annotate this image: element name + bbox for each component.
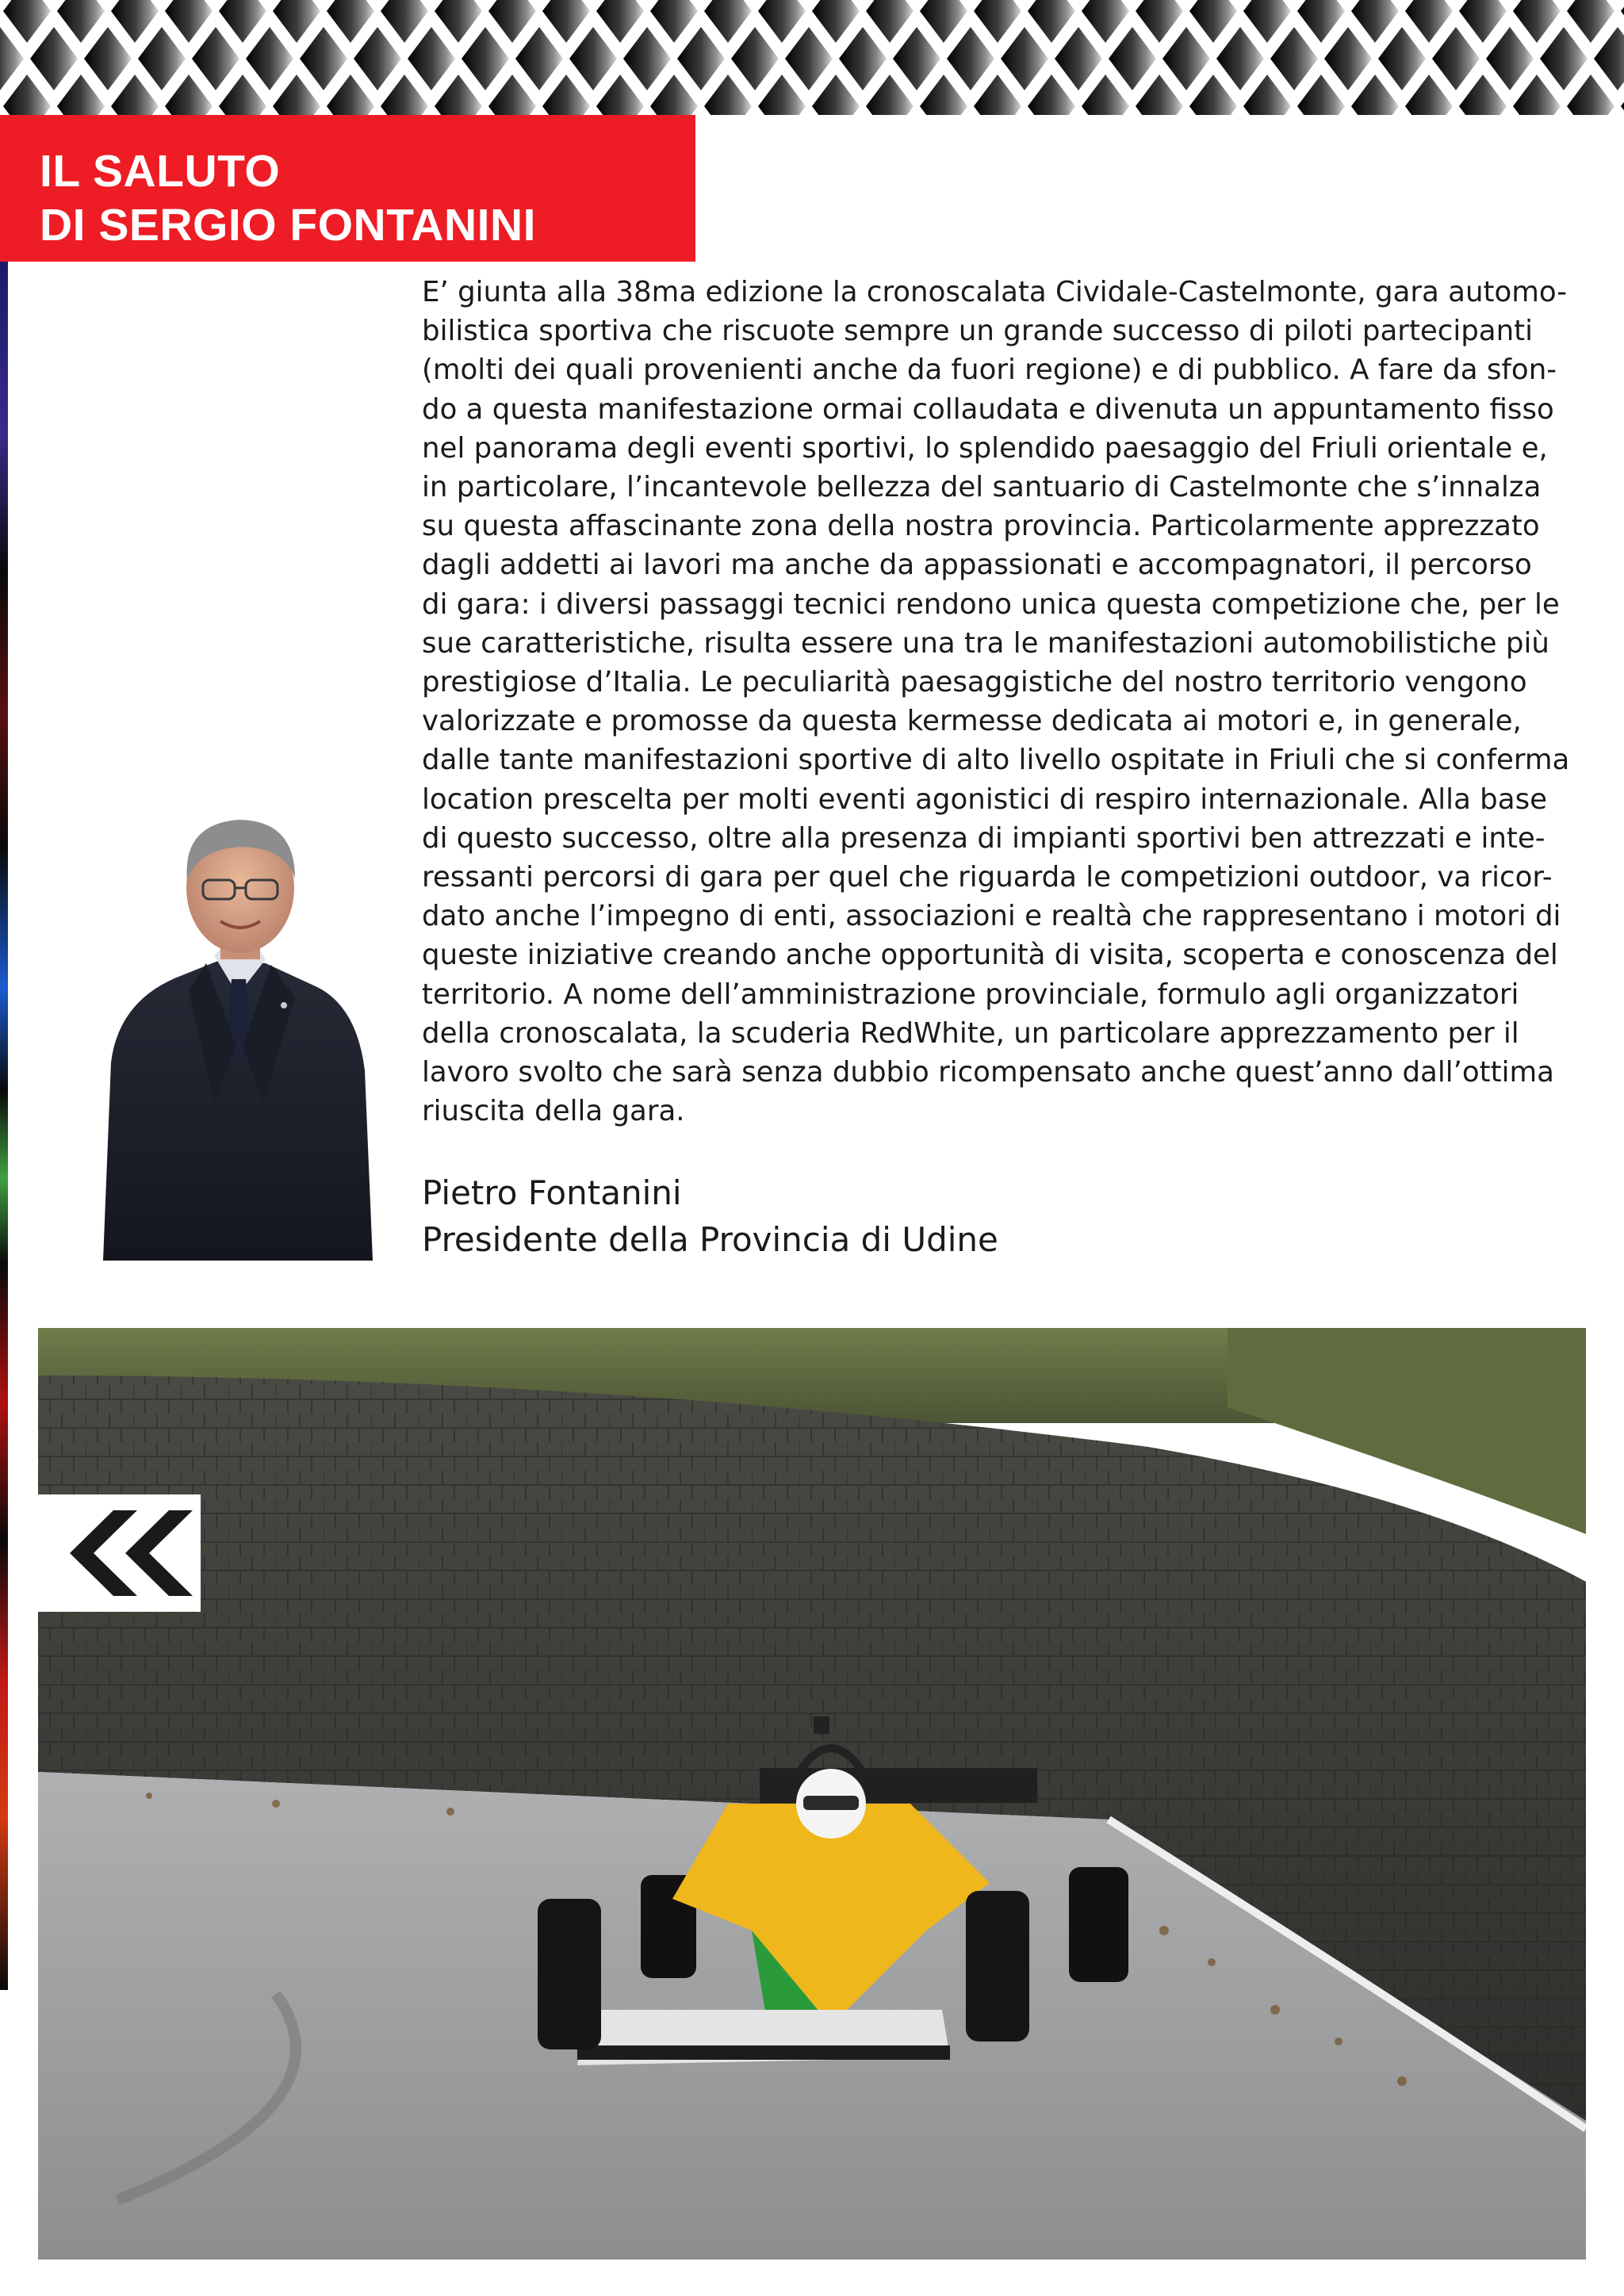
- checker-diamond: [1540, 27, 1588, 90]
- checker-diamond: [1028, 0, 1075, 43]
- checker-diamond: [1028, 75, 1075, 115]
- checker-diamond: [219, 75, 266, 115]
- checker-diamond: [1109, 27, 1156, 90]
- article-line: (molti dei quali provenienti anche da fuori regione) e di pubblico. A fare da sfon-: [422, 354, 1557, 387]
- article-line: dalle tante manifestazioni sportive di alto livello ospitate in Friuli che si conferma: [422, 744, 1570, 777]
- checker-diamond: [273, 75, 320, 115]
- checker-diamond: [1405, 75, 1453, 115]
- checker-diamond: [1297, 0, 1345, 43]
- checker-diamond: [462, 27, 509, 90]
- article-line: dato anche l’impegno di enti, associazioni e realtà che rappresentano i motori di: [422, 900, 1561, 933]
- checker-diamond: [111, 75, 159, 115]
- title-line-1: IL SALUTO: [40, 146, 281, 197]
- signature-role: Presidente della Provincia di Udine: [422, 1220, 998, 1259]
- checker-diamond: [3, 75, 51, 115]
- checker-diamond: [435, 0, 482, 43]
- checker-diamond: [893, 27, 940, 90]
- checkered-flag-band: [0, 0, 1624, 115]
- checker-diamond: [219, 0, 266, 43]
- checker-diamond: [327, 0, 374, 43]
- article-line: dagli addetti ai lavori ma anche da appassionati e accompagnatori, il percorso: [422, 549, 1532, 582]
- checker-diamond: [488, 0, 536, 43]
- article-line: prestigiose d’Italia. Le peculiarità paesaggistiche del nostro territorio vengono: [422, 666, 1527, 699]
- article-line: bilistica sportiva che riscuote sempre un grande successo di piloti partecipanti: [422, 315, 1533, 348]
- checker-diamond: [839, 27, 887, 90]
- checker-diamond: [57, 75, 105, 115]
- checker-diamond: [785, 27, 833, 90]
- article-line: su questa affascinante zona della nostra provincia. Particolarmente apprezzato: [422, 510, 1540, 543]
- checker-diamond: [704, 75, 752, 115]
- checker-diamond: [1567, 75, 1614, 115]
- checker-diamond: [300, 27, 347, 90]
- checker-diamond: [1351, 75, 1399, 115]
- checker-diamond: [1136, 75, 1183, 115]
- checker-diamond: [704, 0, 752, 43]
- article-line: valorizzate e promosse da questa kermesse dedicata ai motori e, in generale,: [422, 705, 1522, 738]
- checker-diamond: [246, 27, 293, 90]
- checker-diamond: [1432, 27, 1480, 90]
- checker-diamond: [542, 75, 590, 115]
- article-line: riuscita della gara.: [422, 1095, 685, 1128]
- checker-diamond: [596, 75, 644, 115]
- article-line: in particolare, l’incantevole bellezza del santuario di Castelmonte che s’innalza: [422, 471, 1542, 504]
- checker-diamond: [1189, 75, 1237, 115]
- article-line: nel panorama degli eventi sportivi, lo splendido paesaggio del Friuli orientale e,: [422, 431, 1548, 465]
- checker-diamond: [1486, 27, 1534, 90]
- checker-diamond: [650, 75, 698, 115]
- checker-diamond: [408, 27, 455, 90]
- checker-diamond: [327, 75, 374, 115]
- article-line: territorio. A nome dell’amministrazione provinciale, formulo agli organizzatori: [422, 978, 1519, 1011]
- checker-diamond: [381, 75, 428, 115]
- checker-diamond: [30, 27, 78, 90]
- checker-diamond: [920, 0, 967, 43]
- checker-diamond: [1351, 0, 1399, 43]
- checker-diamond: [1055, 27, 1102, 90]
- article-line: sue caratteristiche, risulta essere una tra le manifestazioni automobilistiche più: [422, 626, 1549, 660]
- checker-diamond: [381, 0, 428, 43]
- checker-diamond: [1513, 75, 1561, 115]
- checker-diamond: [758, 75, 806, 115]
- article-line: ressanti percorsi di gara per quel che riguarda le competizioni outdoor, va ricor-: [422, 861, 1553, 894]
- checker-diamond: [650, 0, 698, 43]
- checker-diamond: [354, 27, 401, 90]
- checker-diamond: [1378, 27, 1426, 90]
- checker-diamond: [273, 0, 320, 43]
- checker-diamond: [1594, 27, 1624, 90]
- checker-diamond: [57, 0, 105, 43]
- checker-diamond: [111, 0, 159, 43]
- checker-diamond: [569, 27, 617, 90]
- article-line: E’ giunta alla 38ma edizione la cronoscalata Cividale-Castelmonte, gara automo-: [422, 276, 1568, 308]
- checker-diamond: [1459, 0, 1507, 43]
- checker-diamond: [165, 0, 213, 43]
- checker-diamond: [731, 27, 779, 90]
- checker-diamond: [138, 27, 186, 90]
- checker-diamond: [1136, 0, 1183, 43]
- left-decorative-strip: [0, 262, 8, 1990]
- checker-diamond: [1405, 0, 1453, 43]
- signature-name: Pietro Fontanini: [422, 1173, 682, 1212]
- checker-diamond: [1567, 0, 1614, 43]
- article-line: do a questa manifestazione ormai collaudata e divenuta un appuntamento fisso: [422, 392, 1554, 426]
- checker-diamond: [758, 0, 806, 43]
- checker-diamond: [1297, 75, 1345, 115]
- checker-diamond: [1243, 0, 1291, 43]
- race-photo: [38, 1328, 1586, 2260]
- checker-diamond: [1189, 0, 1237, 43]
- portrait-photo: [95, 801, 381, 1261]
- chevron-left-sign-icon: [38, 1494, 201, 1612]
- checker-diamond: [1324, 27, 1372, 90]
- checker-diamond: [812, 0, 860, 43]
- title-banner: [0, 115, 695, 262]
- checker-diamond: [1082, 0, 1129, 43]
- checker-diamond: [1243, 75, 1291, 115]
- checker-diamond: [84, 27, 132, 90]
- checker-diamond: [920, 75, 967, 115]
- article-line: queste iniziative creando anche opportunità di visita, scoperta e conoscenza del: [422, 939, 1558, 972]
- checker-diamond: [866, 75, 914, 115]
- article-line: lavoro svolto che sarà senza dubbio ricompensato anche quest’anno dall’ottima: [422, 1056, 1554, 1089]
- article-body: [422, 273, 1588, 1131]
- checker-diamond: [3, 0, 51, 43]
- title-line-2: DI SERGIO FONTANINI: [40, 200, 536, 251]
- checker-diamond: [1162, 27, 1210, 90]
- checker-diamond: [623, 27, 671, 90]
- checker-diamond: [515, 27, 563, 90]
- checker-diamond: [1001, 27, 1048, 90]
- article-line: della cronoscalata, la scuderia RedWhite, un particolare apprezzamento per il: [422, 1016, 1519, 1050]
- checker-diamond: [974, 0, 1021, 43]
- checker-diamond: [947, 27, 994, 90]
- checker-diamond: [866, 0, 914, 43]
- checker-diamond: [596, 0, 644, 43]
- checker-diamond: [542, 0, 590, 43]
- checker-diamond: [974, 75, 1021, 115]
- checker-diamond: [192, 27, 239, 90]
- checker-diamond: [1459, 75, 1507, 115]
- article-line: location prescelta per molti eventi agonistici di respiro internazionale. Alla base: [422, 783, 1547, 816]
- article-line: di questo successo, oltre alla presenza di impianti sportivi ben attrezzati e inte-: [422, 821, 1545, 855]
- checker-diamond: [1270, 27, 1318, 90]
- checker-diamond: [165, 75, 213, 115]
- checker-diamond: [1082, 75, 1129, 115]
- article-line: di gara: i diversi passaggi tecnici rendono unica questa competizione che, per le: [422, 587, 1560, 621]
- checker-diamond: [677, 27, 725, 90]
- checker-diamond: [1513, 0, 1561, 43]
- checker-diamond: [435, 75, 482, 115]
- signature-block: [422, 1169, 998, 1263]
- checker-diamond: [1216, 27, 1264, 90]
- checker-diamond: [488, 75, 536, 115]
- checker-diamond: [812, 75, 860, 115]
- checker-diamond: [0, 27, 24, 90]
